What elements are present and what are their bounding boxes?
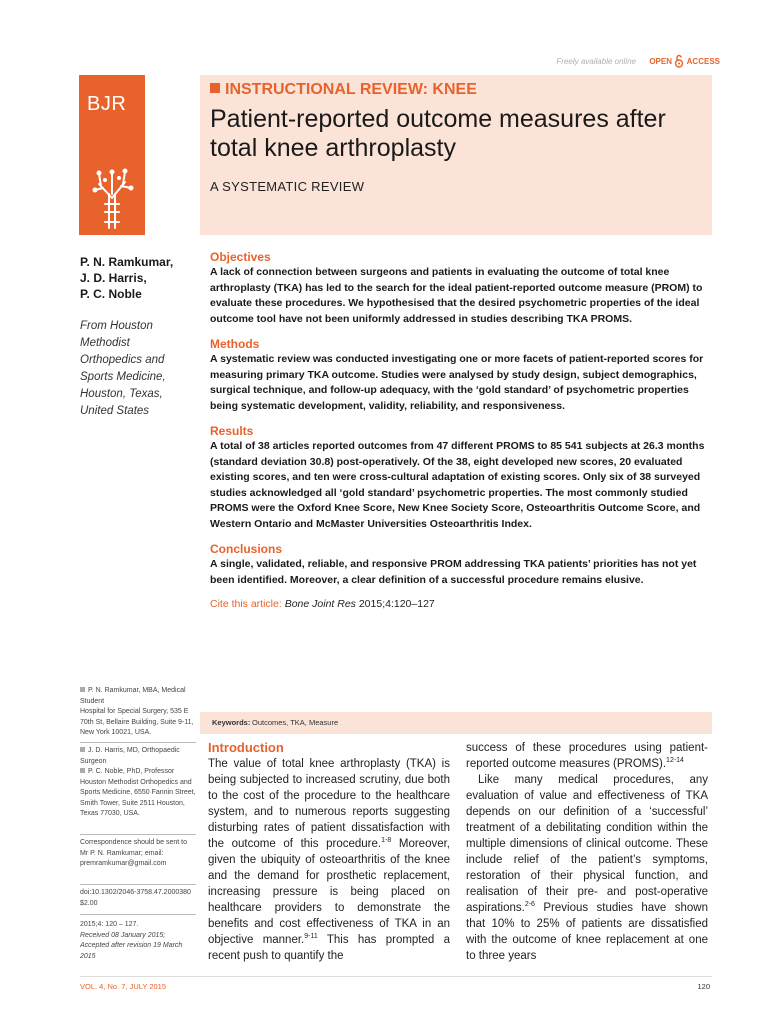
abstract-methods: [210, 337, 710, 414]
footer-volume: VOL. 4, No. 7, JULY 2015: [80, 982, 167, 991]
divider: [80, 742, 196, 743]
body-paragraph: success of these procedures using patient-reported outcome measures (PROMS).$^{12-14}$: [466, 742, 708, 770]
article-subtitle: A SYSTEMATIC REVIEW: [210, 179, 365, 194]
article-dates: 2015;4: 120 – 127. Received 08 January 2015; Accepted after revision 19 March 2015: [80, 921, 183, 960]
cite-label: Cite this article:: [210, 598, 282, 610]
author-note-1: P. N. Ramkumar, MBA, Medical Student Hospital for Special Surgery, 535 E 70th St, Bellaire Building, Suite 9-11, New York 10021, USA.: [80, 687, 194, 736]
correspondence: Correspondence should be sent to Mr P. N. Ramkumar; email: premramkumar@gmail.com: [80, 839, 188, 867]
methods-heading: Methods: [210, 337, 260, 351]
open-lock-icon: [674, 54, 684, 68]
conclusions-text: A single, validated, reliable, and responsive PROM addressing TKA patients’ priorities has not yet been identified. Moreover, a clear definition of a successful procedure remains elusive.: [210, 558, 697, 586]
author: P. N. Ramkumar,: [80, 255, 174, 269]
body-paragraph: Like many medical procedures, any evaluation of value and effectiveness of TKA depends on our definition of a ‘successful’ treatment of a debilitating condition within the multiple dimensions of clinical outcome. These include relief of the patient’s symptoms, restoration of their physical function, and realisation of their pre- and post-operative aspirations.$^{2-6}$ Previous studies have shown that 10% to 25% of patients are dissatisfied with the outcome of knee replacement at one to three years: [466, 774, 708, 962]
abstract-conclusions: [210, 542, 710, 588]
journal-logo-band: [79, 75, 145, 235]
doi: doi:10.1302/2046-3758.47.2000380 $2.00: [80, 889, 191, 907]
divider: [80, 884, 196, 885]
divider: [80, 834, 196, 835]
freely-available-text: Freely available online: [556, 57, 636, 66]
cite-volume: 2015;4:120–127: [358, 598, 435, 610]
results-text: A total of 38 articles reported outcomes from 47 different PROMS to 85 541 subjects at 26.3 months (standard deviation 30.8) post-operatively. Of the 38, eight developed new scores, 20 evaluated existing scores, and ten were cross-cultural adaptation of existing scores. Only six of 38 surveyed studies acknowledged all ‘gold standard’ psychometric properties. The most commonly studied PROMS were the Oxford Knee Score, New Knee Society Score, Osteoarthritis Outcome Score, and Western Ontario and McMaster Universities Osteoarthritis Index.: [210, 440, 705, 530]
objectives-text: A lack of connection between surgeons and patients in evaluating the outcome of total knee arthroplasty (TKA) has led to the search for the ideal patient-reported outcome measure (PROM) to evaluate these procedures. We hypothesised that the desired psychometric properties of the ideal outcome tool have not been uniformly addressed in studies describing TKA PROMS.: [210, 266, 703, 325]
article-header: [200, 75, 712, 235]
abstract: [210, 250, 710, 610]
access-label: ACCESS: [686, 57, 720, 66]
open-access-mark: [520, 54, 720, 70]
author-note-2: J. D. Harris, MD, Orthopaedic Surgeon P. C. Noble, PhD, Professor Houston Methodist Orthopedics and Sports Medicine, 6550 Fannin Street, Smith Tower, Suite 2511 Houston, Texas 77030, USA.: [80, 747, 196, 817]
keywords-value: Outcomes, TKA, Measure: [252, 718, 339, 727]
body-paragraph: The value of total knee arthroplasty (TKA) is being subjected to increased scrutiny, due both to the cost of the procedure to the healthcare system, and to numerous reports suggesting disturbing rates of patient dissatisfaction with the outcome of this procedure.$^{1-8}$ Moreover, given the ubiquity of osteoarthritis of the knee and the demand for prosthetic replacement, increasing pressure is being placed on healthcare providers to demonstrate the benefits and cost effectiveness of TKA in an objective manner.$^{9-11}$ This has prompted a recent push to quantify the: [208, 758, 451, 962]
methods-text: A systematic review was conducted investigating one or more facets of patient-reported scores for measuring primary TKA outcome. Studies were analysed by study design, subject demographics, surgical technique, and follow-up adequacy, with the ‘gold standard’ of psychometric properties being systematic development, validity, reliability, and responsiveness.: [210, 353, 704, 412]
journal-logo: BJR: [87, 93, 127, 115]
body-column-2: [466, 740, 708, 964]
citation: [210, 598, 710, 610]
tree-logo-icon: [87, 160, 137, 230]
conclusions-heading: Conclusions: [210, 542, 283, 556]
page-number: 120: [697, 982, 710, 991]
author-list: [80, 254, 200, 302]
objectives-heading: Objectives: [210, 250, 271, 264]
article-title: Patient-reported outcome measures after total knee arthroplasty: [210, 105, 666, 162]
keywords-bar: [200, 712, 712, 734]
footer-rule: [80, 976, 712, 977]
abstract-objectives: [210, 250, 710, 327]
note-square-icon: [80, 687, 85, 692]
affiliation: From Houston Methodist Orthopedics and Sports Medicine, Houston, Texas, United States: [80, 320, 166, 417]
abstract-results: [210, 424, 710, 532]
keywords-label: Keywords:: [212, 718, 251, 727]
section-label: INSTRUCTIONAL REVIEW: KNEE: [210, 81, 477, 99]
note-square-icon: [80, 747, 85, 752]
section-square-icon: [210, 83, 220, 93]
body-column-1: [208, 740, 450, 964]
results-heading: Results: [210, 424, 254, 438]
note-square-icon: [80, 768, 85, 773]
author: J. D. Harris,: [80, 271, 147, 285]
open-label: OPEN: [649, 57, 672, 66]
divider: [80, 914, 196, 915]
cite-journal: Bone Joint Res: [284, 598, 356, 610]
introduction-heading: Introduction: [208, 740, 284, 755]
author: P. C. Noble: [80, 287, 142, 301]
